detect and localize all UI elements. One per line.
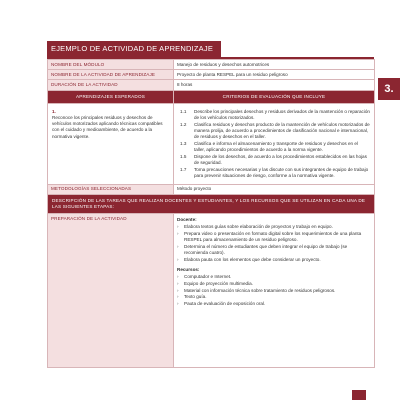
aprendizaje-number: 1. xyxy=(52,108,56,114)
aprendizaje-text: Reconoce los principales residuos y desechos de vehículos motorizados aplicando técnicas compatibles con el cuidado y medioambiente, de acuerdo a la normativa vigente. xyxy=(52,114,163,139)
aprendizajes-header: APRENDIZAJES ESPERADOS xyxy=(48,90,174,103)
recurso-item: › Pauta de evaluación de exposición oral. xyxy=(177,301,371,307)
duracion-value: 8 horas xyxy=(174,80,375,90)
preparacion-label: PREPARACIÓN DE LA ACTIVIDAD xyxy=(48,214,174,368)
recursos-list xyxy=(177,274,371,307)
criterio-item: 1.5 Dispone de los desechos, de acuerdo a los procedimientos establecidos en las hojas de seguridad. xyxy=(180,153,367,166)
descripcion-row xyxy=(48,194,375,213)
criterios-list xyxy=(180,109,370,179)
section-number-tab: 3. xyxy=(378,78,400,100)
actividad-value: Proyecto de planta RESPEL para un residuo peligroso xyxy=(174,70,375,80)
recurso-item: › Material con información técnica sobre tratamiento de residuos peligrosos. xyxy=(177,288,371,294)
criterios-header: CRITERIOS DE EVALUACIÓN QUE INCLUYE xyxy=(174,90,375,103)
metodologias-label: METODOLOGÍAS SELECCIONADAS xyxy=(48,184,174,194)
criterio-item: 1.2 Clasifica residuos y desechos producto de la mantención de vehículos motorizados de manera prolija, de acuerdo a procedimientos de clasificación nacional e internacional, de residuos y desechos en el taller. xyxy=(180,121,370,140)
preparacion-content xyxy=(174,214,375,368)
docente-task: › Elabora pauta con los elementos que debe considerar un proyecto. xyxy=(177,257,371,263)
criterio-item: 1.7 Toma precauciones necesarias y las discute con sus integrantes de equipo de trabajo para prevenir situaciones de riesgo, conforme a la normativa vigente. xyxy=(180,166,369,178)
recursos-label: Recursos: xyxy=(177,266,200,272)
actividad-label: NOMBRE DE LA ACTIVIDAD DE APRENDIZAJE xyxy=(48,70,174,80)
modulo-value: Manejo de residuos y desechos automotrices xyxy=(174,60,375,70)
preparacion-row xyxy=(48,214,375,368)
docente-task: › Prepara video o presentación en formato digital sobre los requerimientos de una planta RESPEL para almacenamiento de un residuo peligroso. xyxy=(177,231,371,243)
row-modulo xyxy=(48,60,375,70)
modulo-label: NOMBRE DEL MÓDULO xyxy=(48,60,174,70)
docente-label: Docente: xyxy=(177,216,197,222)
criterio-item: 1.1 Describe los principales desechos y residuos derivados de la mantención o reparación de los vehículos motorizados. xyxy=(180,108,370,120)
aprendizaje-cell xyxy=(48,103,174,184)
aprendizaje-row xyxy=(48,103,375,184)
metodologias-value: Método proyecto xyxy=(174,184,375,194)
docente-task: › Determina el número de estudiantes que deben integrar el equipo de trabajo (se recomienda cuatro). xyxy=(177,244,371,256)
row-actividad xyxy=(48,70,375,80)
recurso-item: › Computador e Internet. xyxy=(177,274,371,280)
header-row xyxy=(48,90,375,103)
descripcion-header: DESCRIPCIÓN DE LAS TAREAS QUE REALIZAN DOCENTES Y ESTUDIANTES, Y LOS RECURSOS QUE SE UTILIZAN EN CADA UNA DE LAS SIGUIENTES ETAPAS: xyxy=(48,194,375,213)
docente-list xyxy=(177,224,371,263)
page-title: EJEMPLO DE ACTIVIDAD DE APRENDIZAJE xyxy=(47,41,221,57)
recurso-item: › Texto guía. xyxy=(177,294,371,300)
recurso-item: › Equipo de proyección multimedia. xyxy=(177,281,371,287)
criterios-cell xyxy=(174,103,375,184)
duracion-label: DURACIÓN DE LA ACTIVIDAD xyxy=(48,80,174,90)
row-duracion xyxy=(48,80,375,90)
docente-task: › Elabora textos guías sobre elaboración de proyectos y trabajo en equipo. xyxy=(177,224,371,230)
criterio-item: 1.3 Clasifica e informa el almacenamiento y transporte de residuos y desechos en el taller, aplicando procedimientos de acuerdo a la norma vigente. xyxy=(180,140,358,153)
activity-table xyxy=(47,59,375,368)
page-marker xyxy=(352,390,366,400)
row-metodologias xyxy=(48,184,375,194)
